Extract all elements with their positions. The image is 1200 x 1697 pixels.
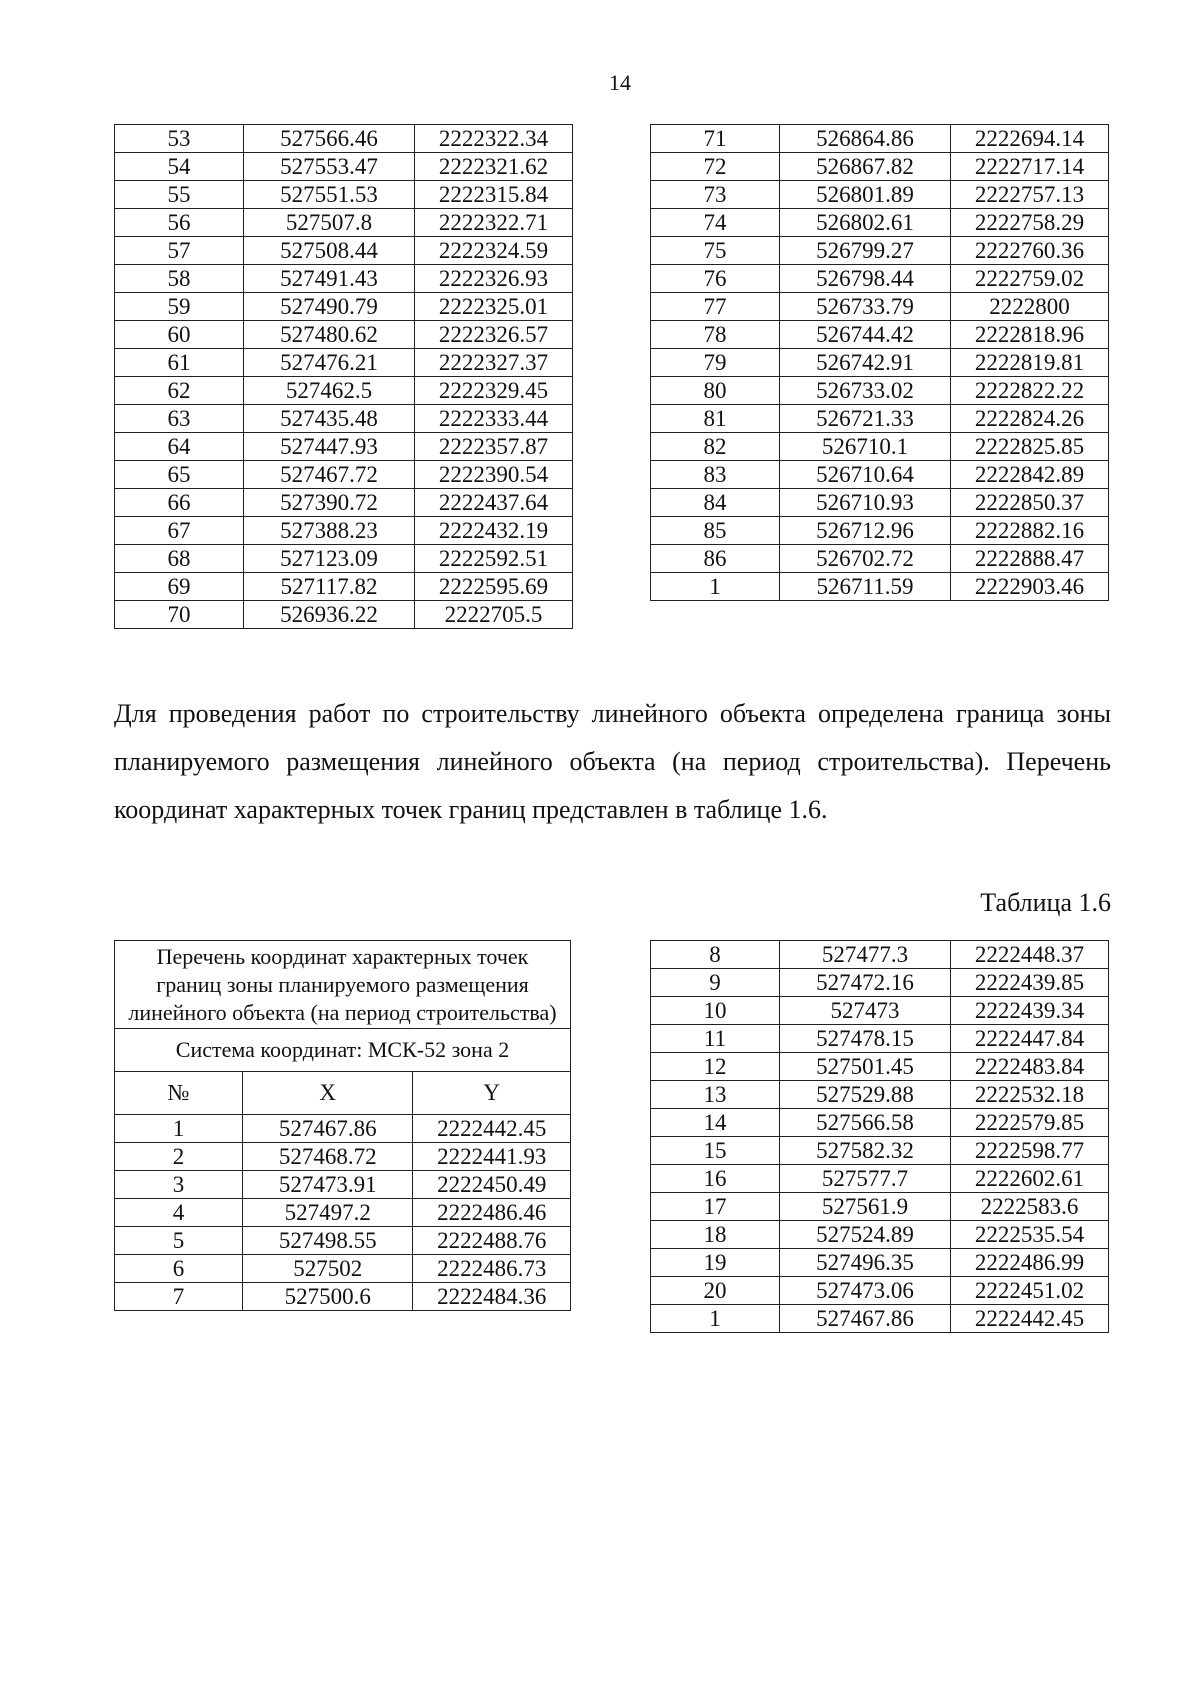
point-number: 16	[651, 1165, 780, 1193]
table-row	[651, 461, 1109, 489]
table-row	[115, 1227, 571, 1255]
y-coordinate: 2222822.22	[951, 377, 1109, 405]
y-coordinate: 2222532.18	[951, 1081, 1109, 1109]
point-number: 71	[651, 125, 780, 153]
table-row	[651, 293, 1109, 321]
coordinates-table-upper-left	[114, 124, 573, 629]
point-number: 20	[651, 1277, 780, 1305]
x-coordinate: 527462.5	[244, 377, 415, 405]
table-row	[115, 517, 573, 545]
table-row	[651, 265, 1109, 293]
x-coordinate: 527473	[780, 997, 951, 1025]
point-number: 85	[651, 517, 780, 545]
point-number: 70	[115, 601, 244, 629]
table-row	[115, 1143, 571, 1171]
table-row	[115, 1255, 571, 1283]
x-coordinate: 527508.44	[244, 237, 415, 265]
table-row	[115, 545, 573, 573]
x-coordinate: 526742.91	[780, 349, 951, 377]
table-row	[651, 1081, 1109, 1109]
point-number: 82	[651, 433, 780, 461]
point-number: 17	[651, 1193, 780, 1221]
y-coordinate: 2222439.34	[951, 997, 1109, 1025]
point-number: 6	[115, 1255, 243, 1283]
y-coordinate: 2222442.45	[413, 1115, 571, 1143]
table-row	[115, 601, 573, 629]
point-number: 58	[115, 265, 244, 293]
y-coordinate: 2222579.85	[951, 1109, 1109, 1137]
x-coordinate: 526801.89	[780, 181, 951, 209]
x-coordinate: 527478.15	[780, 1025, 951, 1053]
x-coordinate: 527561.9	[780, 1193, 951, 1221]
y-coordinate: 2222818.96	[951, 321, 1109, 349]
table-row	[115, 265, 573, 293]
column-header-x: X	[243, 1072, 413, 1115]
y-coordinate: 2222442.45	[951, 1305, 1109, 1333]
x-coordinate: 527473.06	[780, 1277, 951, 1305]
point-number: 12	[651, 1053, 780, 1081]
table-row	[651, 153, 1109, 181]
y-coordinate: 2222327.37	[415, 349, 573, 377]
point-number: 63	[115, 405, 244, 433]
coordinate-system: Система координат: МСК-52 зона 2	[115, 1029, 571, 1072]
point-number: 1	[651, 573, 780, 601]
point-number: 69	[115, 573, 244, 601]
y-coordinate: 2222322.34	[415, 125, 573, 153]
point-number: 65	[115, 461, 244, 489]
point-number: 19	[651, 1249, 780, 1277]
coordinates-table-upper-right	[650, 124, 1109, 601]
table-row	[651, 1165, 1109, 1193]
x-coordinate: 526867.82	[780, 153, 951, 181]
point-number: 55	[115, 181, 244, 209]
x-coordinate: 526710.93	[780, 489, 951, 517]
y-coordinate: 2222535.54	[951, 1221, 1109, 1249]
y-coordinate: 2222800	[951, 293, 1109, 321]
y-coordinate: 2222322.71	[415, 209, 573, 237]
point-number: 5	[115, 1227, 243, 1255]
table-caption: Перечень координат характерных точек границ зоны планируемого размещения линейного объекта (на период строительства)	[115, 941, 571, 1029]
point-number: 66	[115, 489, 244, 517]
point-number: 60	[115, 321, 244, 349]
table-row	[115, 489, 573, 517]
table-row	[651, 1305, 1109, 1333]
table-row	[651, 489, 1109, 517]
x-coordinate: 527447.93	[244, 433, 415, 461]
point-number: 2	[115, 1143, 243, 1171]
table-row	[651, 377, 1109, 405]
point-number: 74	[651, 209, 780, 237]
table-row	[651, 1025, 1109, 1053]
y-coordinate: 2222439.85	[951, 969, 1109, 997]
y-coordinate: 2222441.93	[413, 1143, 571, 1171]
x-coordinate: 527498.55	[243, 1227, 413, 1255]
x-coordinate: 527117.82	[244, 573, 415, 601]
table-row	[651, 941, 1109, 969]
x-coordinate: 526710.64	[780, 461, 951, 489]
x-coordinate: 527507.8	[244, 209, 415, 237]
y-coordinate: 2222595.69	[415, 573, 573, 601]
y-coordinate: 2222448.37	[951, 941, 1109, 969]
table-row	[651, 209, 1109, 237]
table-row	[651, 1053, 1109, 1081]
y-coordinate: 2222819.81	[951, 349, 1109, 377]
table-row	[651, 1221, 1109, 1249]
table-row	[115, 321, 573, 349]
table-row	[115, 573, 573, 601]
x-coordinate: 526799.27	[780, 237, 951, 265]
point-number: 72	[651, 153, 780, 181]
x-coordinate: 527472.16	[780, 969, 951, 997]
point-number: 1	[115, 1115, 243, 1143]
point-number: 57	[115, 237, 244, 265]
page-number: 14	[609, 70, 631, 95]
point-number: 18	[651, 1221, 780, 1249]
table-row	[115, 349, 573, 377]
table-caption-row	[115, 941, 571, 1029]
table-row	[651, 349, 1109, 377]
y-coordinate: 2222717.14	[951, 153, 1109, 181]
x-coordinate: 527502	[243, 1255, 413, 1283]
x-coordinate: 526712.96	[780, 517, 951, 545]
point-number: 64	[115, 433, 244, 461]
x-coordinate: 527582.32	[780, 1137, 951, 1165]
y-coordinate: 2222486.46	[413, 1199, 571, 1227]
point-number: 1	[651, 1305, 780, 1333]
table-row	[115, 293, 573, 321]
table-row	[651, 237, 1109, 265]
column-header-number: №	[115, 1072, 243, 1115]
point-number: 11	[651, 1025, 780, 1053]
x-coordinate: 527566.58	[780, 1109, 951, 1137]
table-row	[651, 1109, 1109, 1137]
x-coordinate: 527388.23	[244, 517, 415, 545]
table-row	[115, 1171, 571, 1199]
point-number: 86	[651, 545, 780, 573]
table-row	[115, 1115, 571, 1143]
table-row	[651, 1249, 1109, 1277]
table-row	[115, 153, 573, 181]
y-coordinate: 2222842.89	[951, 461, 1109, 489]
point-number: 8	[651, 941, 780, 969]
table-row	[115, 461, 573, 489]
x-coordinate: 527529.88	[780, 1081, 951, 1109]
x-coordinate: 526864.86	[780, 125, 951, 153]
point-number: 81	[651, 405, 780, 433]
y-coordinate: 2222903.46	[951, 573, 1109, 601]
x-coordinate: 527468.72	[243, 1143, 413, 1171]
point-number: 80	[651, 377, 780, 405]
x-coordinate: 526721.33	[780, 405, 951, 433]
y-coordinate: 2222450.49	[413, 1171, 571, 1199]
x-coordinate: 527476.21	[244, 349, 415, 377]
table-row	[115, 377, 573, 405]
table-1-6-right	[650, 940, 1109, 1333]
y-coordinate: 2222850.37	[951, 489, 1109, 517]
x-coordinate: 526744.42	[780, 321, 951, 349]
point-number: 54	[115, 153, 244, 181]
y-coordinate: 2222325.01	[415, 293, 573, 321]
point-number: 4	[115, 1199, 243, 1227]
x-coordinate: 526802.61	[780, 209, 951, 237]
x-coordinate: 526936.22	[244, 601, 415, 629]
table-row	[651, 997, 1109, 1025]
table-row	[115, 1199, 571, 1227]
y-coordinate: 2222484.36	[413, 1283, 571, 1311]
table-row	[651, 321, 1109, 349]
x-coordinate: 527473.91	[243, 1171, 413, 1199]
y-coordinate: 2222451.02	[951, 1277, 1109, 1305]
point-number: 53	[115, 125, 244, 153]
y-coordinate: 2222592.51	[415, 545, 573, 573]
table-row	[115, 405, 573, 433]
table-row	[651, 545, 1109, 573]
y-coordinate: 2222583.6	[951, 1193, 1109, 1221]
point-number: 61	[115, 349, 244, 377]
y-coordinate: 2222333.44	[415, 405, 573, 433]
x-coordinate: 527467.86	[243, 1115, 413, 1143]
point-number: 84	[651, 489, 780, 517]
x-coordinate: 527551.53	[244, 181, 415, 209]
table-row	[115, 209, 573, 237]
point-number: 75	[651, 237, 780, 265]
point-number: 13	[651, 1081, 780, 1109]
y-coordinate: 2222888.47	[951, 545, 1109, 573]
table-row	[651, 125, 1109, 153]
table-label: Таблица 1.6	[980, 888, 1111, 917]
x-coordinate: 527524.89	[780, 1221, 951, 1249]
table-row	[651, 1277, 1109, 1305]
y-coordinate: 2222602.61	[951, 1165, 1109, 1193]
table-row	[651, 1137, 1109, 1165]
table-row	[651, 405, 1109, 433]
point-number: 83	[651, 461, 780, 489]
x-coordinate: 526798.44	[780, 265, 951, 293]
point-number: 73	[651, 181, 780, 209]
x-coordinate: 527467.86	[780, 1305, 951, 1333]
table-row	[115, 181, 573, 209]
x-coordinate: 527435.48	[244, 405, 415, 433]
table-row	[115, 237, 573, 265]
y-coordinate: 2222760.36	[951, 237, 1109, 265]
x-coordinate: 527500.6	[243, 1283, 413, 1311]
point-number: 15	[651, 1137, 780, 1165]
x-coordinate: 527577.7	[780, 1165, 951, 1193]
x-coordinate: 527496.35	[780, 1249, 951, 1277]
x-coordinate: 527467.72	[244, 461, 415, 489]
x-coordinate: 527497.2	[243, 1199, 413, 1227]
point-number: 56	[115, 209, 244, 237]
point-number: 77	[651, 293, 780, 321]
table-1-6-left	[114, 940, 571, 1311]
y-coordinate: 2222483.84	[951, 1053, 1109, 1081]
y-coordinate: 2222705.5	[415, 601, 573, 629]
x-coordinate: 527477.3	[780, 941, 951, 969]
y-coordinate: 2222486.99	[951, 1249, 1109, 1277]
point-number: 3	[115, 1171, 243, 1199]
table-row	[651, 181, 1109, 209]
y-coordinate: 2222447.84	[951, 1025, 1109, 1053]
x-coordinate: 527566.46	[244, 125, 415, 153]
point-number: 7	[115, 1283, 243, 1311]
y-coordinate: 2222390.54	[415, 461, 573, 489]
y-coordinate: 2222324.59	[415, 237, 573, 265]
x-coordinate: 527553.47	[244, 153, 415, 181]
table-row	[115, 1283, 571, 1311]
y-coordinate: 2222488.76	[413, 1227, 571, 1255]
y-coordinate: 2222825.85	[951, 433, 1109, 461]
y-coordinate: 2222758.29	[951, 209, 1109, 237]
x-coordinate: 526702.72	[780, 545, 951, 573]
point-number: 79	[651, 349, 780, 377]
point-number: 76	[651, 265, 780, 293]
x-coordinate: 526711.59	[780, 573, 951, 601]
table-row	[115, 125, 573, 153]
body-paragraph: Для проведения работ по строительству линейного объекта определена граница зоны планируемого размещения линейного объекта (на период строительства). Перечень координат характерных точек границ представлен в таблице 1.6.	[114, 699, 1111, 824]
column-header-row	[115, 1072, 571, 1115]
x-coordinate: 526733.79	[780, 293, 951, 321]
table-row	[651, 433, 1109, 461]
y-coordinate: 2222882.16	[951, 517, 1109, 545]
y-coordinate: 2222357.87	[415, 433, 573, 461]
x-coordinate: 527501.45	[780, 1053, 951, 1081]
x-coordinate: 526733.02	[780, 377, 951, 405]
y-coordinate: 2222437.64	[415, 489, 573, 517]
x-coordinate: 527490.79	[244, 293, 415, 321]
coordinate-system-row	[115, 1029, 571, 1072]
column-header-y: Y	[413, 1072, 571, 1115]
x-coordinate: 526710.1	[780, 433, 951, 461]
y-coordinate: 2222694.14	[951, 125, 1109, 153]
x-coordinate: 527480.62	[244, 321, 415, 349]
y-coordinate: 2222329.45	[415, 377, 573, 405]
y-coordinate: 2222321.62	[415, 153, 573, 181]
y-coordinate: 2222315.84	[415, 181, 573, 209]
point-number: 78	[651, 321, 780, 349]
y-coordinate: 2222757.13	[951, 181, 1109, 209]
table-row	[651, 1193, 1109, 1221]
point-number: 67	[115, 517, 244, 545]
point-number: 59	[115, 293, 244, 321]
x-coordinate: 527491.43	[244, 265, 415, 293]
table-row	[651, 573, 1109, 601]
y-coordinate: 2222824.26	[951, 405, 1109, 433]
x-coordinate: 527390.72	[244, 489, 415, 517]
point-number: 68	[115, 545, 244, 573]
point-number: 62	[115, 377, 244, 405]
table-row	[115, 433, 573, 461]
x-coordinate: 527123.09	[244, 545, 415, 573]
table-row	[651, 969, 1109, 997]
point-number: 14	[651, 1109, 780, 1137]
y-coordinate: 2222432.19	[415, 517, 573, 545]
y-coordinate: 2222486.73	[413, 1255, 571, 1283]
table-row	[651, 517, 1109, 545]
y-coordinate: 2222326.93	[415, 265, 573, 293]
point-number: 9	[651, 969, 780, 997]
y-coordinate: 2222598.77	[951, 1137, 1109, 1165]
y-coordinate: 2222326.57	[415, 321, 573, 349]
y-coordinate: 2222759.02	[951, 265, 1109, 293]
point-number: 10	[651, 997, 780, 1025]
